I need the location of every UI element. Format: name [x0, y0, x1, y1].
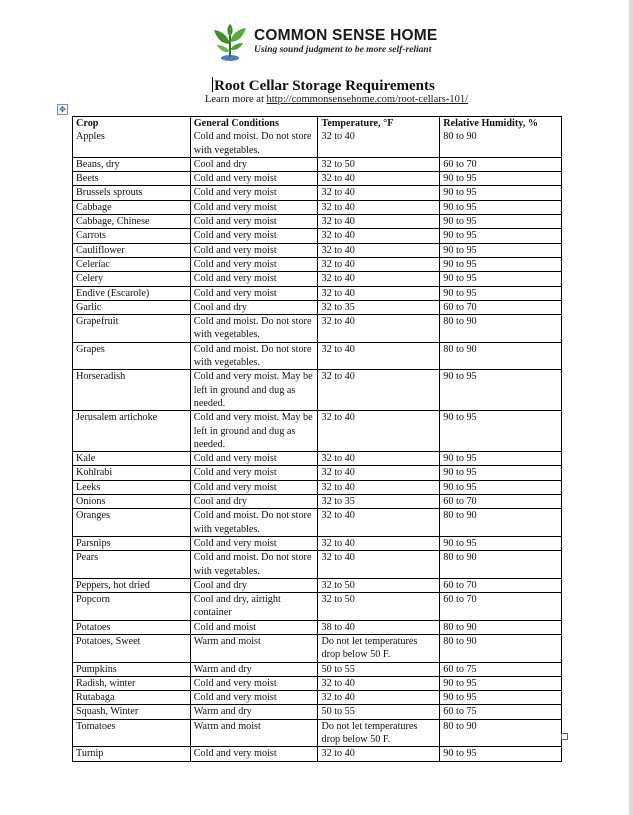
table-row	[73, 691, 562, 705]
crop-cell[interactable]: Grapefruit	[73, 315, 191, 343]
humidity-cell[interactable]: 80 to 90	[440, 509, 562, 537]
conditions-cell[interactable]: Cold and very moist	[190, 480, 318, 494]
crop-cell[interactable]: Cabbage, Chinese	[73, 215, 191, 229]
text-cursor	[212, 77, 213, 92]
table-row	[73, 229, 562, 243]
humidity-cell[interactable]: 90 to 95	[440, 747, 562, 761]
temperature-cell[interactable]: 32 to 40	[318, 370, 440, 411]
conditions-cell[interactable]: Cold and very moist	[190, 286, 318, 300]
temperature-cell[interactable]: 32 to 40	[318, 172, 440, 186]
table-row	[73, 509, 562, 537]
learn-more-prefix: Learn more at	[204, 94, 264, 105]
humidity-cell[interactable]: 90 to 95	[440, 200, 562, 214]
temperature-cell[interactable]: 32 to 40	[318, 257, 440, 271]
conditions-cell[interactable]: Cold and very moist	[190, 466, 318, 480]
four-arrow-move-icon[interactable]: ✥	[57, 104, 68, 115]
crop-cell[interactable]: Kohlrabi	[73, 466, 191, 480]
table-row	[73, 495, 562, 509]
table-row	[73, 536, 562, 550]
conditions-cell[interactable]: Cold and very moist	[190, 452, 318, 466]
humidity-cell[interactable]: 90 to 95	[440, 536, 562, 550]
brand-tagline: Using sound judgment to be more self-reliant	[254, 45, 432, 55]
table-body	[73, 157, 562, 761]
humidity-cell[interactable]: 90 to 95	[440, 691, 562, 705]
crop-cell[interactable]: Carrots	[73, 229, 191, 243]
table-row	[73, 272, 562, 286]
temperature-cell[interactable]: 32 to 40	[318, 480, 440, 494]
crop-cell[interactable]: Kale	[73, 452, 191, 466]
crop-cell[interactable]: Endive (Escarole)	[73, 286, 191, 300]
document-title-line[interactable]	[0, 77, 633, 95]
learn-more-link[interactable]: http://commonsensehome.com/root-cellars-101/	[266, 94, 468, 105]
humidity-cell[interactable]: 80 to 90	[440, 634, 562, 662]
humidity-cell[interactable]: 80 to 90	[440, 719, 562, 747]
crop-header-cell[interactable]	[73, 117, 191, 158]
humidity-cell[interactable]: 90 to 95	[440, 411, 562, 452]
temperature-cell[interactable]: 32 to 40	[318, 466, 440, 480]
temperature-cell[interactable]: 32 to 40	[318, 272, 440, 286]
crop-cell[interactable]: Leeks	[73, 480, 191, 494]
conditions-cell[interactable]: Cold and very moist	[190, 257, 318, 271]
conditions-cell[interactable]: Cold and very moist. May be left in ground and dug as needed.	[190, 411, 318, 452]
temperature-cell[interactable]: 32 to 40	[318, 676, 440, 690]
crop-cell[interactable]: Pears	[73, 551, 191, 579]
humidity-cell[interactable]: 90 to 95	[440, 286, 562, 300]
temperature-cell[interactable]: 32 to 40	[318, 691, 440, 705]
conditions-cell[interactable]: Cold and very moist	[190, 691, 318, 705]
humidity-cell[interactable]: 80 to 90	[440, 551, 562, 579]
humidity-cell[interactable]: 90 to 95	[440, 676, 562, 690]
table-row	[73, 551, 562, 579]
conditions-column-header: General Conditions	[193, 118, 279, 129]
table-row	[73, 452, 562, 466]
temperature-cell[interactable]: 32 to 35	[318, 300, 440, 314]
temperature-column-header: Temperature, °F	[321, 118, 394, 129]
humidity-cell[interactable]: 90 to 95	[440, 257, 562, 271]
conditions-cell[interactable]: Cold and very moist	[190, 243, 318, 257]
crop-cell[interactable]: Tomatoes	[73, 719, 191, 747]
crop-cell[interactable]: Cauliflower	[73, 243, 191, 257]
crop-cell[interactable]: Peppers, hot dried	[73, 578, 191, 592]
crop-cell[interactable]: Horseradish	[73, 370, 191, 411]
humidity-cell[interactable]: 90 to 95	[440, 215, 562, 229]
table-row	[73, 719, 562, 747]
conditions-cell[interactable]: Cold and very moist	[190, 215, 318, 229]
temperature-cell[interactable]: 32 to 40	[318, 186, 440, 200]
crop-cell[interactable]: Pumpkins	[73, 662, 191, 676]
crop-cell[interactable]: Cabbage	[73, 200, 191, 214]
brand-header	[210, 22, 437, 62]
conditions-cell[interactable]: Warm and moist	[190, 719, 318, 747]
table-row	[73, 578, 562, 592]
crop-cell[interactable]: Oranges	[73, 509, 191, 537]
humidity-cell[interactable]: 90 to 95	[440, 452, 562, 466]
conditions-cell[interactable]: Warm and dry	[190, 662, 318, 676]
humidity-cell[interactable]: 90 to 95	[440, 480, 562, 494]
conditions-cell[interactable]: Cold and very moist	[190, 229, 318, 243]
humidity-cell[interactable]: 90 to 95	[440, 370, 562, 411]
table-row	[73, 662, 562, 676]
temperature-cell[interactable]: 50 to 55	[318, 705, 440, 719]
table-row	[73, 172, 562, 186]
storage-table	[72, 116, 562, 762]
table-row	[73, 243, 562, 257]
temperature-cell[interactable]: 32 to 40	[318, 243, 440, 257]
document-title[interactable]: Root Cellar Storage Requirements	[214, 78, 435, 94]
conditions-cell[interactable]: Cold and very moist. May be left in ground and dug as needed.	[190, 370, 318, 411]
temperature-cell[interactable]: 50 to 55	[318, 662, 440, 676]
conditions-cell[interactable]: Cool and dry	[190, 495, 318, 509]
conditions-cell[interactable]: Cool and dry	[190, 578, 318, 592]
conditions-cell[interactable]: Cold and very moist	[190, 200, 318, 214]
temperature-cell[interactable]: 32 to 40	[318, 536, 440, 550]
conditions-cell[interactable]: Cold and very moist	[190, 676, 318, 690]
table-header-row	[73, 117, 562, 158]
conditions-cell[interactable]: Cold and moist. Do not store with vegetables.	[190, 315, 318, 343]
temperature-cell[interactable]: 32 to 40	[318, 229, 440, 243]
humidity-cell[interactable]: 90 to 95	[440, 229, 562, 243]
conditions-cell[interactable]: Cold and very moist	[190, 172, 318, 186]
humidity-column-header: Relative Humidity, %	[443, 118, 539, 129]
crop-cell[interactable]: Beans, dry	[73, 157, 191, 171]
temperature-cell: 32 to 40	[321, 131, 355, 143]
table-row	[73, 466, 562, 480]
conditions-cell[interactable]: Cold and very moist	[190, 186, 318, 200]
temperature-cell[interactable]: 32 to 40	[318, 215, 440, 229]
crop-cell[interactable]: Popcorn	[73, 593, 191, 621]
crop-cell[interactable]: Brussels sprouts	[73, 186, 191, 200]
humidity-cell[interactable]: 60 to 70	[440, 495, 562, 509]
humidity-cell: 80 to 90	[443, 131, 477, 143]
conditions-cell: Cold and moist. Do not store with vegetables.	[193, 131, 312, 156]
temperature-cell[interactable]: 32 to 40	[318, 411, 440, 452]
temperature-cell[interactable]: Do not let temperatures drop below 50 F.	[318, 719, 440, 747]
humidity-cell[interactable]: 90 to 95	[440, 466, 562, 480]
conditions-cell[interactable]: Cold and very moist	[190, 747, 318, 761]
conditions-cell[interactable]: Cold and moist. Do not store with vegetables.	[190, 551, 318, 579]
humidity-cell[interactable]: 90 to 95	[440, 272, 562, 286]
conditions-column-header-cell[interactable]	[190, 117, 318, 158]
temperature-cell[interactable]: 32 to 40	[318, 509, 440, 537]
crop-cell[interactable]: Radish, winter	[73, 676, 191, 690]
humidity-cell[interactable]: 90 to 95	[440, 172, 562, 186]
crop-cell[interactable]: Celery	[73, 272, 191, 286]
temperature-cell[interactable]: 38 to 40	[318, 620, 440, 634]
humidity-column-header-cell[interactable]	[440, 117, 562, 158]
humidity-cell[interactable]: 60 to 70	[440, 157, 562, 171]
temperature-cell[interactable]: 32 to 50	[318, 578, 440, 592]
crop-first-item: Apples	[76, 131, 105, 142]
table-row	[73, 593, 562, 621]
resize-square-icon[interactable]	[561, 733, 568, 740]
temperature-cell[interactable]: 32 to 40	[318, 342, 440, 370]
temperature-cell[interactable]: 32 to 40	[318, 551, 440, 579]
conditions-cell[interactable]: Cold and very moist	[190, 272, 318, 286]
crop-column-header: Crop	[76, 118, 99, 129]
temperature-cell[interactable]: Do not let temperatures drop below 50 F.	[318, 634, 440, 662]
table-row	[73, 186, 562, 200]
table-row	[73, 157, 562, 171]
table-row	[73, 705, 562, 719]
learn-more-line	[0, 94, 633, 105]
humidity-cell[interactable]: 60 to 70	[440, 300, 562, 314]
humidity-cell[interactable]: 60 to 70	[440, 578, 562, 592]
temperature-cell[interactable]: 32 to 40	[318, 747, 440, 761]
brand-text	[254, 28, 437, 56]
crop-cell[interactable]: Turnip	[73, 747, 191, 761]
humidity-cell[interactable]: 60 to 75	[440, 662, 562, 676]
crop-cell[interactable]: Beets	[73, 172, 191, 186]
temperature-cell[interactable]: 32 to 40	[318, 200, 440, 214]
crop-cell[interactable]: Celeriac	[73, 257, 191, 271]
temperature-cell[interactable]: 32 to 35	[318, 495, 440, 509]
table-row	[73, 480, 562, 494]
conditions-cell[interactable]: Warm and dry	[190, 705, 318, 719]
table-row	[73, 370, 562, 411]
table-row	[73, 200, 562, 214]
table-row	[73, 286, 562, 300]
conditions-cell[interactable]: Cool and dry	[190, 157, 318, 171]
page-edge	[629, 0, 633, 815]
humidity-cell[interactable]: 80 to 90	[440, 315, 562, 343]
table-row	[73, 315, 562, 343]
table-row	[73, 620, 562, 634]
conditions-cell[interactable]: Cool and dry	[190, 300, 318, 314]
humidity-cell[interactable]: 80 to 90	[440, 620, 562, 634]
temperature-cell[interactable]: 32 to 50	[318, 593, 440, 621]
temperature-cell[interactable]: 32 to 40	[318, 452, 440, 466]
humidity-cell[interactable]: 80 to 90	[440, 342, 562, 370]
table-row	[73, 215, 562, 229]
conditions-cell[interactable]: Cold and very moist	[190, 536, 318, 550]
crop-cell[interactable]: Onions	[73, 495, 191, 509]
plant-sprout-logo-icon	[210, 22, 250, 62]
table-row	[73, 411, 562, 452]
conditions-cell[interactable]: Cold and moist. Do not store with vegetables.	[190, 509, 318, 537]
humidity-cell[interactable]: 60 to 70	[440, 593, 562, 621]
crop-cell[interactable]: Grapes	[73, 342, 191, 370]
humidity-cell[interactable]: 90 to 95	[440, 243, 562, 257]
crop-cell[interactable]: Squash, Winter	[73, 705, 191, 719]
table-row	[73, 634, 562, 662]
conditions-cell[interactable]: Warm and moist	[190, 634, 318, 662]
crop-cell[interactable]: Jerusalem artichoke	[73, 411, 191, 452]
conditions-cell[interactable]: Cold and moist. Do not store with vegetables.	[190, 342, 318, 370]
crop-cell[interactable]: Parsnips	[73, 536, 191, 550]
table-row	[73, 257, 562, 271]
crop-cell[interactable]: Potatoes	[73, 620, 191, 634]
crop-cell[interactable]: Rutabaga	[73, 691, 191, 705]
table-row	[73, 747, 562, 761]
temperature-cell[interactable]: 32 to 40	[318, 286, 440, 300]
table-row	[73, 676, 562, 690]
conditions-cell[interactable]: Cold and moist	[190, 620, 318, 634]
conditions-cell[interactable]: Cool and dry, airtight container	[190, 593, 318, 621]
temperature-cell[interactable]: 32 to 40	[318, 315, 440, 343]
humidity-cell[interactable]: 90 to 95	[440, 186, 562, 200]
crop-cell[interactable]: Garlic	[73, 300, 191, 314]
table-row	[73, 342, 562, 370]
table-row	[73, 300, 562, 314]
humidity-cell[interactable]: 60 to 75	[440, 705, 562, 719]
temperature-cell[interactable]: 32 to 50	[318, 157, 440, 171]
brand-name: COMMON SENSE HOME	[254, 27, 438, 44]
crop-cell[interactable]: Potatoes, Sweet	[73, 634, 191, 662]
temperature-column-header-cell[interactable]	[318, 117, 440, 158]
